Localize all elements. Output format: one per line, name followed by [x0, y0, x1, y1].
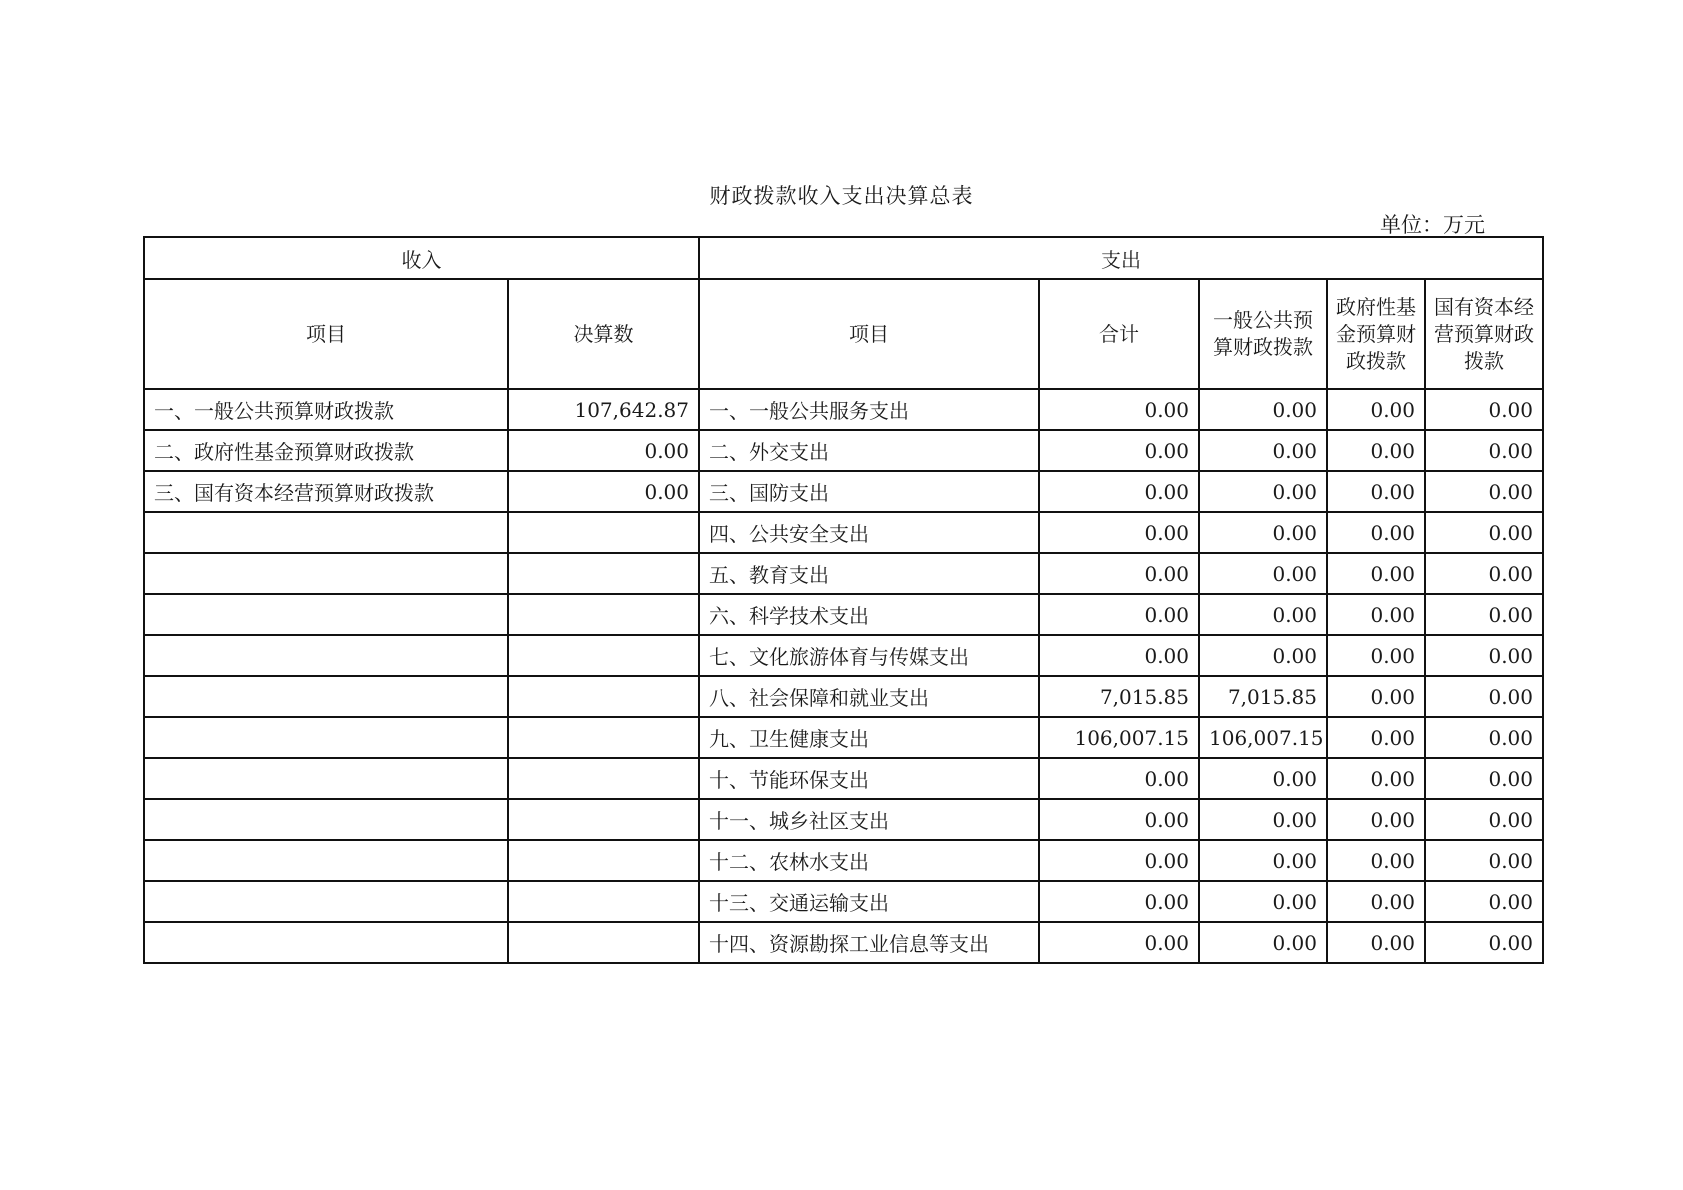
- total-cell: 0.00: [1039, 758, 1199, 799]
- general-budget-cell: 0.00: [1199, 553, 1327, 594]
- table-row: [144, 881, 1543, 922]
- state-capital-budget-cell: 0.00: [1425, 430, 1543, 471]
- state-capital-budget-cell: 0.00: [1425, 389, 1543, 430]
- general-budget-cell: 0.00: [1199, 635, 1327, 676]
- state-capital-budget-header: 国有资本经营预算财政拨款: [1425, 279, 1543, 389]
- table-row: [144, 840, 1543, 881]
- general-budget-cell: 0.00: [1199, 594, 1327, 635]
- income-group-header: 收入: [144, 237, 699, 279]
- table-row: [144, 758, 1543, 799]
- table-row: [144, 717, 1543, 758]
- total-cell: 0.00: [1039, 881, 1199, 922]
- total-cell: 0.00: [1039, 840, 1199, 881]
- expense-item-cell: 八、社会保障和就业支出: [699, 676, 1039, 717]
- total-cell: 0.00: [1039, 471, 1199, 512]
- state-capital-budget-cell: 0.00: [1425, 758, 1543, 799]
- total-cell: 0.00: [1039, 389, 1199, 430]
- income-amount-cell: [508, 922, 699, 963]
- income-amount-cell: [508, 881, 699, 922]
- general-budget-header: 一般公共预算财政拨款: [1199, 279, 1327, 389]
- fund-budget-cell: 0.00: [1327, 512, 1425, 553]
- table-row: [144, 471, 1543, 512]
- expense-item-cell: 六、科学技术支出: [699, 594, 1039, 635]
- income-item-cell: [144, 553, 508, 594]
- income-item-cell: [144, 881, 508, 922]
- state-capital-budget-cell: 0.00: [1425, 471, 1543, 512]
- income-item-cell: [144, 758, 508, 799]
- table-row: [144, 922, 1543, 963]
- income-amount-cell: [508, 676, 699, 717]
- table-row: [144, 553, 1543, 594]
- state-capital-budget-cell: 0.00: [1425, 553, 1543, 594]
- expense-item-header: 项目: [699, 279, 1039, 389]
- expense-item-cell: 五、教育支出: [699, 553, 1039, 594]
- total-cell: 106,007.15: [1039, 717, 1199, 758]
- expense-item-cell: 十二、农林水支出: [699, 840, 1039, 881]
- income-amount-cell: [508, 594, 699, 635]
- income-amount-cell: [508, 553, 699, 594]
- general-budget-cell: 0.00: [1199, 758, 1327, 799]
- group-header-row: [144, 237, 1543, 279]
- expense-item-cell: 十三、交通运输支出: [699, 881, 1039, 922]
- income-amount-cell: 107,642.87: [508, 389, 699, 430]
- fund-budget-cell: 0.00: [1327, 799, 1425, 840]
- table-row: [144, 799, 1543, 840]
- income-item-cell: [144, 799, 508, 840]
- expense-item-cell: 十一、城乡社区支出: [699, 799, 1039, 840]
- total-header: 合计: [1039, 279, 1199, 389]
- state-capital-budget-cell: 0.00: [1425, 717, 1543, 758]
- total-cell: 0.00: [1039, 594, 1199, 635]
- general-budget-cell: 0.00: [1199, 512, 1327, 553]
- expense-item-cell: 四、公共安全支出: [699, 512, 1039, 553]
- total-cell: 0.00: [1039, 922, 1199, 963]
- expense-item-cell: 七、文化旅游体育与传媒支出: [699, 635, 1039, 676]
- fund-budget-cell: 0.00: [1327, 635, 1425, 676]
- income-item-header: 项目: [144, 279, 508, 389]
- total-cell: 0.00: [1039, 799, 1199, 840]
- income-amount-cell: [508, 635, 699, 676]
- table-row: [144, 389, 1543, 430]
- state-capital-budget-cell: 0.00: [1425, 881, 1543, 922]
- fund-budget-cell: 0.00: [1327, 922, 1425, 963]
- table-row: [144, 594, 1543, 635]
- general-budget-cell: 106,007.15: [1199, 717, 1327, 758]
- fund-budget-header: 政府性基金预算财政拨款: [1327, 279, 1425, 389]
- fund-budget-cell: 0.00: [1327, 758, 1425, 799]
- income-amount-header: 决算数: [508, 279, 699, 389]
- fund-budget-cell: 0.00: [1327, 594, 1425, 635]
- total-cell: 0.00: [1039, 512, 1199, 553]
- general-budget-cell: 7,015.85: [1199, 676, 1327, 717]
- expense-item-cell: 九、卫生健康支出: [699, 717, 1039, 758]
- general-budget-cell: 0.00: [1199, 922, 1327, 963]
- income-item-cell: [144, 676, 508, 717]
- expense-item-cell: 三、国防支出: [699, 471, 1039, 512]
- table-row: [144, 430, 1543, 471]
- summary-table: [143, 236, 1544, 964]
- fund-budget-cell: 0.00: [1327, 881, 1425, 922]
- income-amount-cell: [508, 840, 699, 881]
- general-budget-cell: 0.00: [1199, 799, 1327, 840]
- fund-budget-cell: 0.00: [1327, 676, 1425, 717]
- income-amount-cell: 0.00: [508, 430, 699, 471]
- fund-budget-cell: 0.00: [1327, 430, 1425, 471]
- state-capital-budget-cell: 0.00: [1425, 799, 1543, 840]
- state-capital-budget-cell: 0.00: [1425, 676, 1543, 717]
- general-budget-cell: 0.00: [1199, 389, 1327, 430]
- general-budget-cell: 0.00: [1199, 840, 1327, 881]
- general-budget-cell: 0.00: [1199, 430, 1327, 471]
- total-cell: 0.00: [1039, 635, 1199, 676]
- expense-group-header: 支出: [699, 237, 1543, 279]
- state-capital-budget-cell: 0.00: [1425, 840, 1543, 881]
- income-item-cell: 三、国有资本经营预算财政拨款: [144, 471, 508, 512]
- income-amount-cell: [508, 758, 699, 799]
- column-header-row: [144, 279, 1543, 389]
- income-amount-cell: 0.00: [508, 471, 699, 512]
- table-row: [144, 676, 1543, 717]
- total-cell: 7,015.85: [1039, 676, 1199, 717]
- income-item-cell: [144, 922, 508, 963]
- state-capital-budget-cell: 0.00: [1425, 635, 1543, 676]
- unit-label: 单位：万元: [1380, 213, 1485, 237]
- fund-budget-cell: 0.00: [1327, 553, 1425, 594]
- state-capital-budget-cell: 0.00: [1425, 594, 1543, 635]
- total-cell: 0.00: [1039, 430, 1199, 471]
- income-amount-cell: [508, 799, 699, 840]
- income-item-cell: [144, 717, 508, 758]
- expense-item-cell: 十四、资源勘探工业信息等支出: [699, 922, 1039, 963]
- fund-budget-cell: 0.00: [1327, 471, 1425, 512]
- expense-item-cell: 一、一般公共服务支出: [699, 389, 1039, 430]
- income-amount-cell: [508, 717, 699, 758]
- table-row: [144, 512, 1543, 553]
- fund-budget-cell: 0.00: [1327, 840, 1425, 881]
- general-budget-cell: 0.00: [1199, 471, 1327, 512]
- fund-budget-cell: 0.00: [1327, 389, 1425, 430]
- state-capital-budget-cell: 0.00: [1425, 512, 1543, 553]
- state-capital-budget-cell: 0.00: [1425, 922, 1543, 963]
- income-item-cell: [144, 594, 508, 635]
- table-row: [144, 635, 1543, 676]
- general-budget-cell: 0.00: [1199, 881, 1327, 922]
- expense-item-cell: 十、节能环保支出: [699, 758, 1039, 799]
- income-amount-cell: [508, 512, 699, 553]
- income-item-cell: 二、政府性基金预算财政拨款: [144, 430, 508, 471]
- page-title: 财政拨款收入支出决算总表: [709, 184, 974, 208]
- total-cell: 0.00: [1039, 553, 1199, 594]
- income-item-cell: 一、一般公共预算财政拨款: [144, 389, 508, 430]
- fund-budget-cell: 0.00: [1327, 717, 1425, 758]
- income-item-cell: [144, 512, 508, 553]
- income-item-cell: [144, 840, 508, 881]
- income-item-cell: [144, 635, 508, 676]
- expense-item-cell: 二、外交支出: [699, 430, 1039, 471]
